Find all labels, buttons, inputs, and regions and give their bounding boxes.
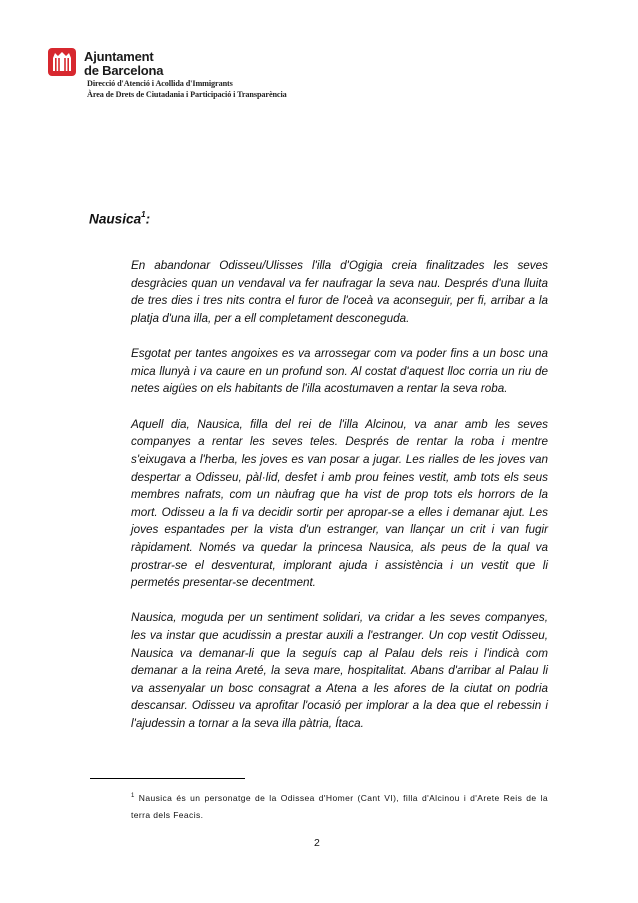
story-body: [131, 257, 548, 750]
ajuntament-barcelona-logo-icon: [48, 48, 76, 76]
paragraph: Aquell dia, Nausica, filla del rei de l'illa Alcinou, va anar amb les seves companyes a rentar les seves teles. Després de rentar la roba i mentre s'eixugava a l'herba, les joves es van posar a jugar. Les rialles de les joves van despertar a Odisseu, pàl·lid, desfet i amb prou feines vestit, amb tots els seus membres nafrats, com un nàufrag que ha vist de prop tots els horrors de la mort. Odisseu a la fi va decidir sortir per apropar-se a elles i demanar ajut. Les joves espantades per la vista d'un estranger, van llançar un crit i van fugir ràpidament. Només va quedar la princesa Nausica, als peus de la qual va prostrar-se el desventurat, implorant ajuda i assistència i un vestit que li permetés presentar-se decentment.: [131, 417, 548, 590]
footnote-text: Nausica és un personatge de la Odissea d'Homer (Cant VI), filla d'Alcinou i d'Arete Reis de la terra dels Feacis.: [131, 792, 548, 820]
page-number: 2: [314, 837, 320, 849]
paragraph: Nausica, moguda per un sentiment solidari, va cridar a les seves companyes, les va instar que acudissin a prestar auxili a l'estranger. Un cop vestit Odisseu, Nausica va demanar-li que la seguís cap al Palau dels reis i l'indicà com demanar a la reina Areté, la seva mare, hospitalitat. Abans d'arribar al Palau li va assenyalar un bosc consagrat a Atena a les afores de la ciutat on podria descansar. Odisseu va aprofitar l'ocasió per implorar a la dea que el rebessin i l'ajudessin a tornar a la seva illa pàtria, Ítaca.: [131, 611, 548, 731]
department-line-2: Àrea de Drets de Ciutadania i Participació i Transparència: [87, 90, 287, 99]
org-name-line-2: de Barcelona: [84, 63, 164, 78]
footnote-reference[interactable]: 1: [141, 210, 146, 219]
document-title: [89, 211, 150, 227]
title-text: Nausica: [89, 211, 142, 227]
organization-name: [84, 50, 163, 78]
letterhead: [48, 48, 378, 110]
title-suffix: :: [145, 211, 151, 227]
paragraph: En abandonar Odisseu/Ulisses l'illa d'Ogigia creia finalitzades les seves desgràcies quan un vendaval va fer naufragar la seva nau. Després d'una lluita de tres dies i tres nits contra el furor de l'oceà va aconseguir, per fi, arribar a la platja d'una illa, per a ell completament desconeguda.: [131, 259, 548, 325]
footnote-number: 1: [131, 793, 135, 799]
org-name-line-1: Ajuntament: [84, 49, 154, 64]
footnote-separator: [90, 778, 245, 779]
department-info: [87, 78, 287, 100]
footnote: [131, 788, 548, 824]
department-line-1: Direcció d'Atenció i Acollida d'Immigrants: [87, 79, 233, 88]
paragraph: Esgotat per tantes angoixes es va arrossegar com va poder fins a un bosc una mica llunyà i va caure en un profund son. Al costat d'aquest lloc corria un riu de netes aigües on els habitants de l'illa acostumaven a rentar la seva roba.: [131, 347, 548, 396]
